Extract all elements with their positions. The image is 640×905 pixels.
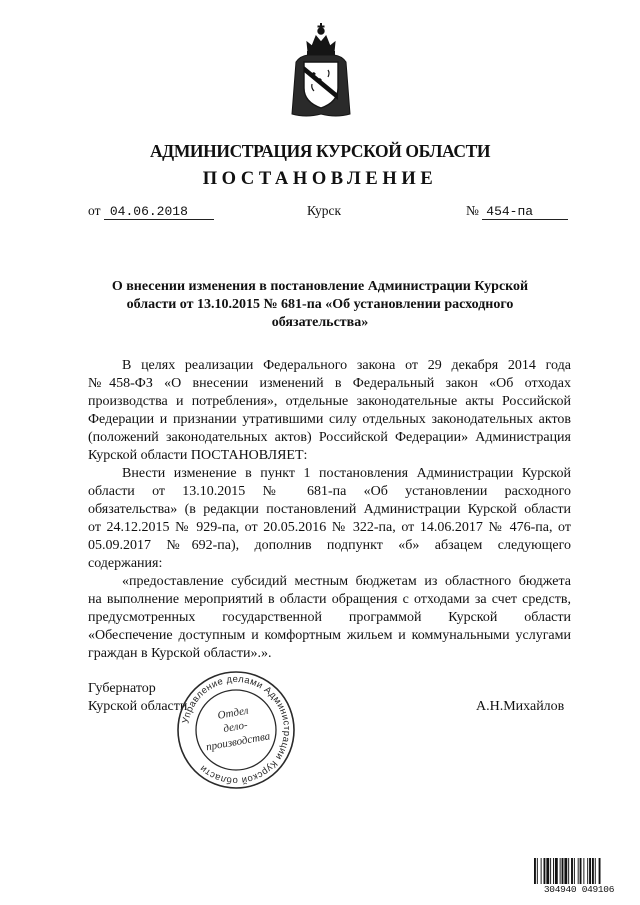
stamp-ring-text: Управление делами Администрации Курской области [180, 673, 293, 787]
body-line: В целях реализации Федерального закона от 29 декабря 2014 года [122, 358, 571, 373]
body-line: «Обеспечение доступным и комфортным жильем и коммунальными услугами [88, 628, 571, 643]
organization-title: АДМИНИСТРАЦИЯ КУРСКОЙ ОБЛАСТИ [149, 141, 491, 161]
subject-line: О внесении изменения в постановление Администрации Курской [111, 279, 529, 294]
body-line: Внести изменение в пункт 1 постановления Администрации Курской [122, 466, 571, 481]
body-line: области от 13.10.2015 № 681-па «Об установлении расходного [88, 484, 571, 499]
body-line: обязательства» (в редакции постановлений Администрации Курской области [88, 502, 571, 517]
body-line: №458-ФЗ «О внесении изменений в Федеральный закон «Об отходах [88, 376, 571, 391]
coat-of-arms-icon [290, 22, 352, 120]
position-line: Губернатор [88, 681, 156, 696]
date-value: 04.06.2018 [104, 205, 214, 220]
signatory-position [88, 680, 187, 716]
body-line: содержания: [88, 556, 163, 571]
document-date [88, 203, 214, 220]
stamp-center-line: производства [205, 730, 272, 754]
stamp-center-line: дело- [222, 719, 249, 736]
body-line: на выполнение мероприятий в области обращения с отходами за счет средств, [88, 592, 571, 607]
body-line: от 24.12.2015 № 929-па, от 20.05.2016 № 322-па, от 14.06.2017 № 476-па, от [88, 520, 571, 535]
number-value: 454-па [482, 205, 568, 220]
subject-line: обязательства» [271, 315, 369, 330]
document-subject [100, 278, 540, 332]
body-line: производства и потребления», отдельные законодательные акты Российской [88, 394, 571, 409]
document-number [466, 203, 568, 220]
barcode-number: 304940 049106 [534, 884, 624, 895]
body-line: граждан в Курской области».». [88, 646, 272, 661]
document-city: Курск [307, 203, 342, 218]
body-line: Курской области ПОСТАНОВЛЯЕТ: [88, 448, 308, 463]
number-prefix: № [466, 203, 479, 218]
office-stamp [174, 668, 298, 792]
body-line: Федерации и признании утратившими силу отдельных законодательных актов [88, 412, 571, 427]
body-line: предусмотренных государственной программой Курской области [88, 610, 571, 625]
document-type: ПОСТАНОВЛЕНИЕ [202, 169, 438, 189]
body-line: «предоставление субсидий местным бюджетам из областного бюджета [122, 574, 571, 589]
signatory-name: А.Н.Михайлов [476, 699, 565, 714]
date-prefix: от [88, 203, 101, 218]
stamp-center-line: Отдел [216, 704, 250, 722]
position-line: Курской области [88, 699, 188, 714]
subject-line: области от 13.10.2015 № 681-па «Об установлении расходного [126, 297, 514, 312]
body-line: 05.09.2017 №692-па), дополнив подпункт «б» абзацем следующего [88, 538, 571, 553]
body-line: (положений законодательных актов) Российской Федерации» Администрация [88, 430, 571, 445]
